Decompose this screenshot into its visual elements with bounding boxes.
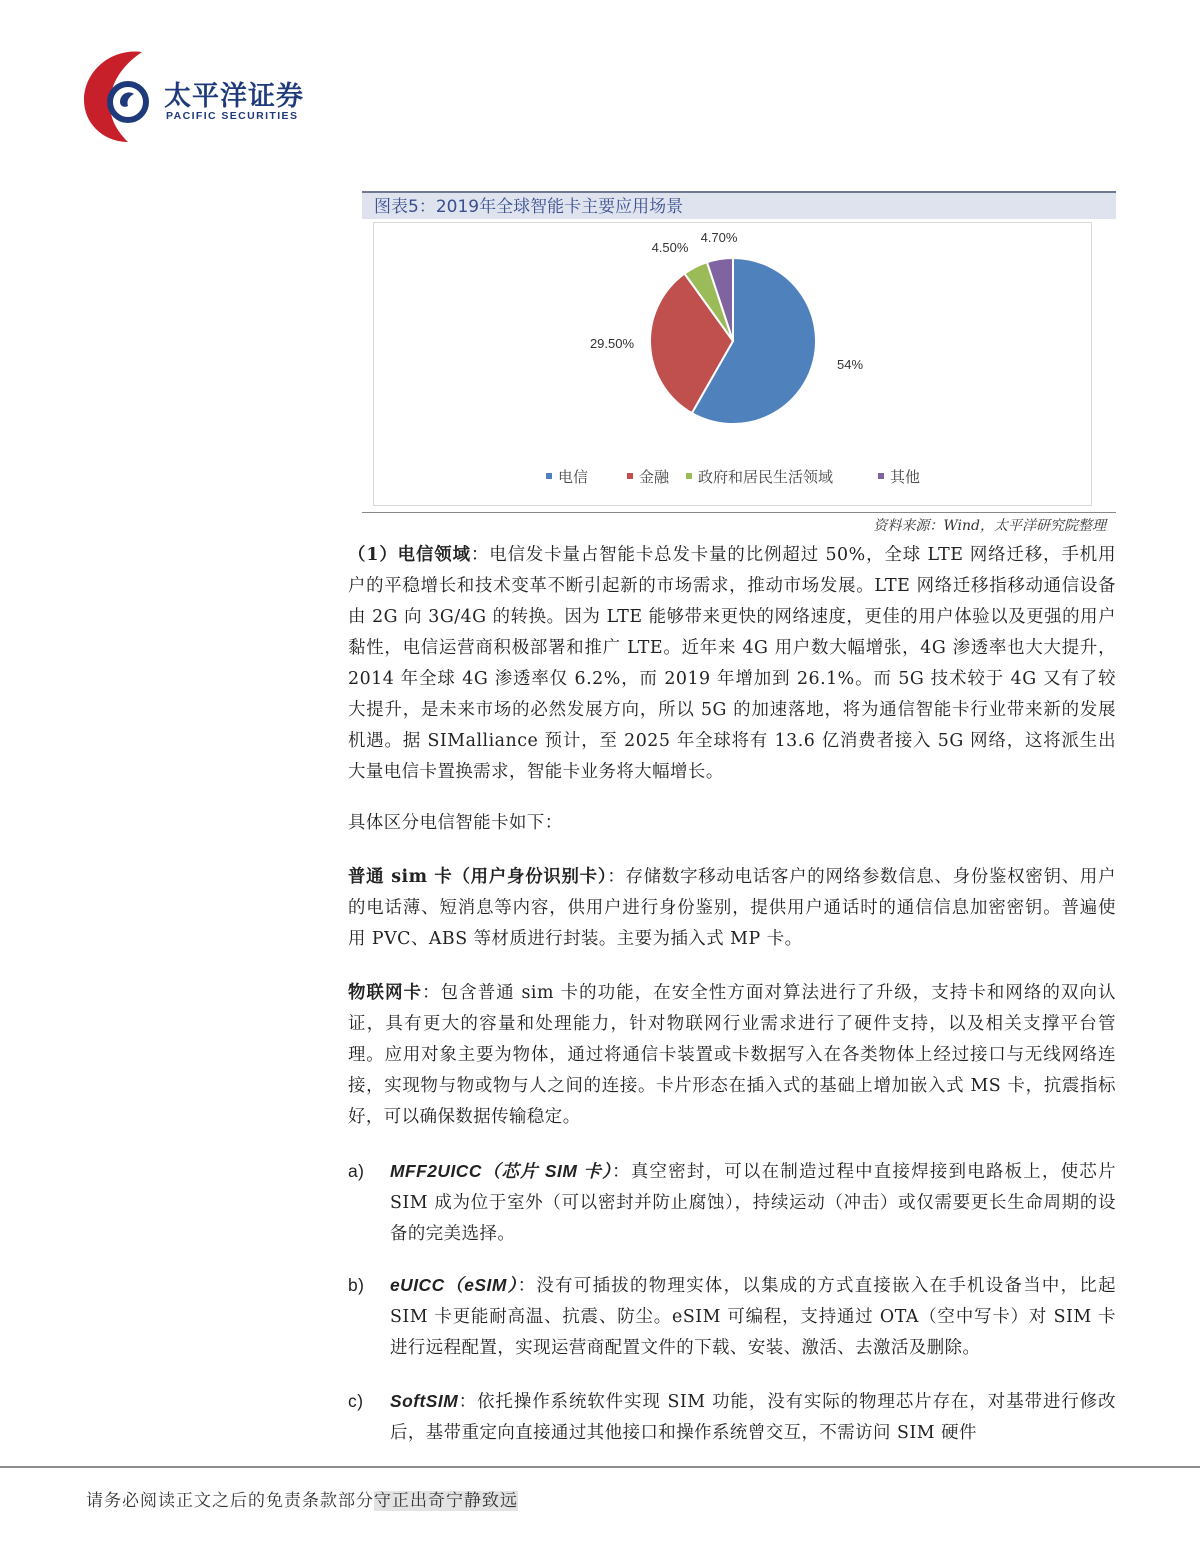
list-item-lead: eUICC（eSIM） — [390, 1275, 518, 1295]
footer-notice: 请务必阅读正文之后的免责条款部分 — [86, 1491, 374, 1511]
legend-swatch — [546, 473, 552, 479]
legend-item — [546, 468, 588, 486]
list-item-lead: SoftSIM — [390, 1391, 459, 1411]
paragraph-lead: 物联网卡 — [348, 983, 423, 1003]
paragraph-intro: 具体区分电信智能卡如下： — [348, 813, 563, 833]
list-item-text: ：没有可插拔的物理实体，以集成的方式直接嵌入在手机设备当中，比起 SIM 卡更能耐高温、抗震、防尘。eSIM 可编程，支持通过 OTA（空中写卡）对 SIM 卡进行远程配置，实现运营商配置文件的下载、安装、激活、去激活及删除。 — [390, 1276, 1116, 1358]
list-marker: a) — [348, 1161, 365, 1181]
list-marker: b) — [348, 1275, 365, 1295]
figure-title: 图表5：2019年全球智能卡主要应用场景 — [362, 191, 1116, 219]
list-item-text: ：依托操作系统软件实现 SIM 功能，没有实际的物理芯片存在，对基带进行修改后，基带重定向直接通过其他接口和操作系统曾交互，不需访问 SIM 硬件 — [390, 1392, 1116, 1443]
list-item-text: ：真空密封，可以在制造过程中直接焊接到电路板上，使芯片 SIM 成为位于室外（可以密封并防止腐蚀），持续运动（冲击）或仅需要更长生命周期的设备的完美选择。 — [390, 1162, 1116, 1244]
data-label: 54% — [836, 357, 864, 372]
paragraph-lead: 普通 sim 卡（用户身份识别卡） — [348, 867, 608, 887]
legend-swatch — [686, 473, 692, 479]
list-item — [348, 1386, 1116, 1449]
legend-swatch — [878, 473, 884, 479]
legend-label: 其他 — [890, 468, 921, 486]
legend-item — [878, 468, 920, 486]
logo-en-name: PACIFIC SECURITIES — [166, 110, 299, 122]
legend-item — [686, 468, 833, 486]
list-item-lead: MFF2UICC（芯片 SIM 卡） — [390, 1161, 613, 1181]
list-marker: c) — [348, 1391, 364, 1411]
data-label: 4.50% — [651, 240, 689, 255]
paragraph-text: ：存储数字移动电话客户的网络参数信息、身份鉴权密钥、用户的电话薄、短消息等内容，供用户进行身份鉴别，提供用户通话时的通信信息加密密钥。普遍使用 PVC、ABS 等材质进行封装。主要为插入式 MP 卡。 — [348, 867, 1116, 949]
paragraph-sim-card — [348, 862, 1116, 955]
footer — [86, 1486, 518, 1511]
paragraph-text: ：包含普通 sim 卡的功能，在安全性方面对算法进行了升级，支持卡和网络的双向认证，具有更大的容量和处理能力，针对物联网行业需求进行了硬件支持，以及相关支撑平台管理。应用对象主要为物体，通过将通信卡装置或卡数据写入在各类物体上经过接口与无线网络连接，实现物与物或物与人之间的连接。卡片形态在插入式的基础上增加嵌入式 MS 卡，抗震指标好，可以确保数据传输稳定。 — [348, 983, 1116, 1127]
data-label: 29.50% — [589, 336, 635, 351]
figure-source: 资料来源：Wind，太平洋研究院整理 — [873, 518, 1106, 534]
legend-item — [627, 468, 670, 486]
paragraph-text: ：电信发卡量占智能卡总发卡量的比例超过 50%，全球 LTE 网络迁移，手机用户的平稳增长和技术变革不断引起新的市场需求，推动市场发展。LTE 网络迁移指移动通信设备由 2G 向 3G/4G 的转换。因为 LTE 能够带来更快的网络速度，更佳的用户体验以及更强的用户黏性，电信运营商积极部署和推广 LTE。近年来 4G 用户数大幅增张，4G 渗透率也大大提升，2014 年全球 4G 渗透率仅 6.2%，而 2019 年增加到 26.1%。而 5G 技术较于 4G 又有了较大提升，是未来市场的必然发展方向，所以 5G 的加速落地，将为通信智能卡行业带来新的发展机遇。据 SIMalliance 预计，至 2025 年全球将有 13.6 亿消费者接入 5G 网络，这将派生出大量电信卡置换需求，智能卡业务将大幅增长。 — [348, 545, 1116, 782]
paragraph-lead: （1）电信领域 — [348, 545, 471, 565]
legend-label: 政府和居民生活领域 — [698, 468, 834, 486]
list-item — [348, 1156, 1116, 1250]
chart-divider — [362, 512, 1116, 513]
logo-emblem-icon — [80, 46, 160, 146]
paragraph-iot-card — [348, 978, 1116, 1133]
logo-cn-name: 太平洋证券 — [164, 81, 304, 112]
legend-label: 电信 — [558, 468, 589, 486]
pie-chart — [374, 223, 1091, 505]
footer-divider — [0, 1466, 1200, 1468]
legend-swatch — [627, 473, 633, 479]
legend-label: 金融 — [639, 468, 670, 486]
company-logo — [80, 46, 320, 146]
list-item — [348, 1270, 1116, 1364]
chart-frame — [373, 222, 1092, 506]
paragraph-telecom — [348, 540, 1116, 788]
data-label: 4.70% — [700, 230, 738, 245]
footer-motto: 守正出奇宁静致远 — [374, 1491, 518, 1511]
